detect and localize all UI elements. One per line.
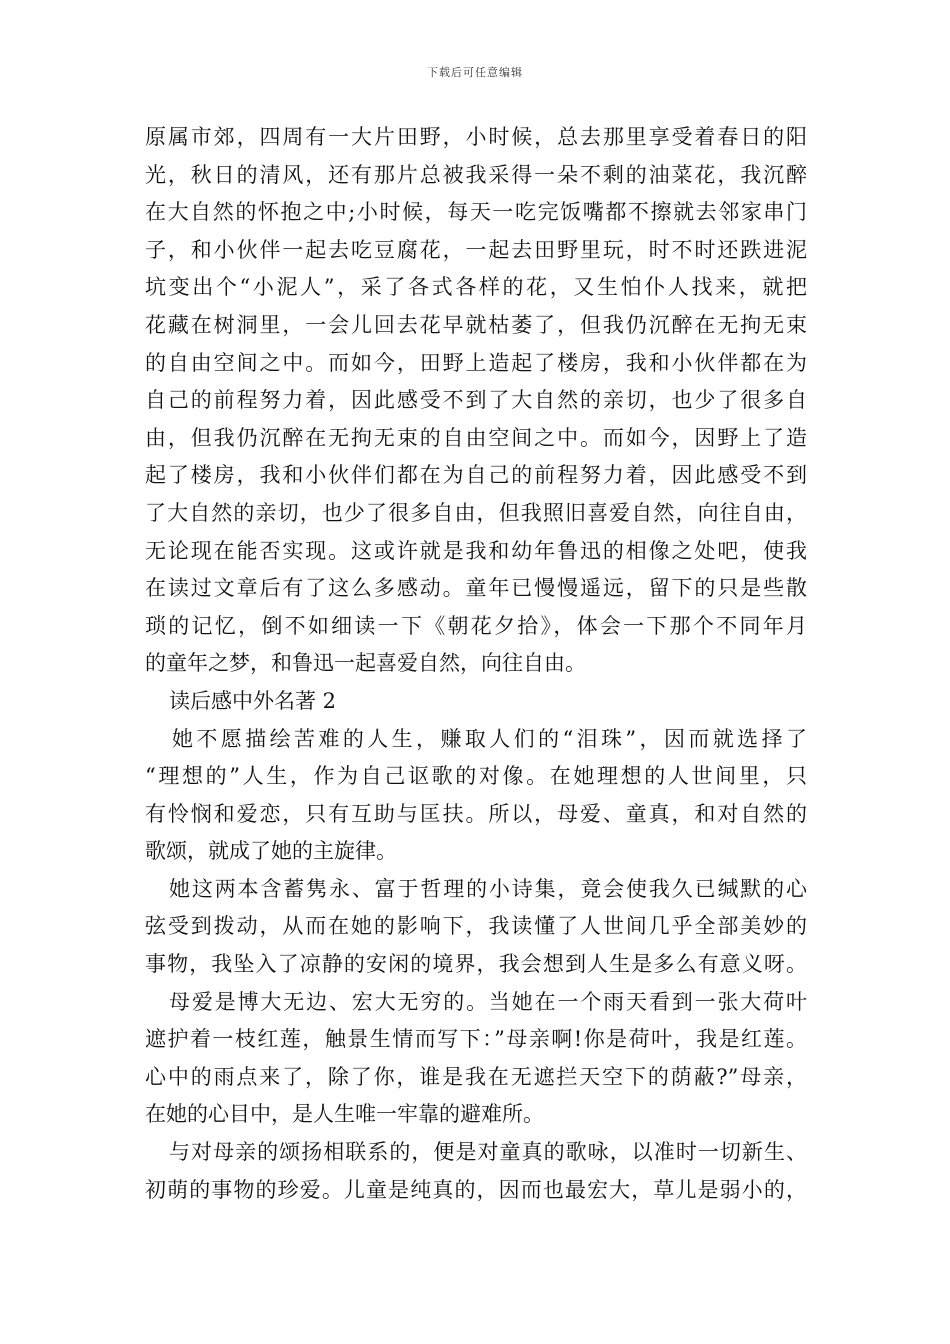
text-line: 了大自然的亲切，也少了很多自由，但我照旧喜爱自然，向往自由， — [145, 500, 807, 525]
text-line: 与对母亲的颂扬相联系的，便是对童真的歌咏，以准时一切新生、 — [169, 1140, 807, 1165]
text-line: 歌颂，就成了她的主旋律。 — [145, 839, 397, 864]
text-line: 在大自然的怀抱之中;小时候，每天一吃完饭嘴都不擦就去邻家串门 — [145, 200, 807, 225]
text-line: 由，但我仍沉醉在无拘无束的自由空间之中。而如今，因野上了造 — [145, 425, 807, 450]
text-line: 原属市郊，四周有一大片田野，小时候，总去那里享受着春日的阳 — [145, 125, 807, 149]
text-line: 心中的雨点来了，除了你，谁是我在无遮拦天空下的荫蔽?”母亲， — [145, 1064, 807, 1089]
text-line: 有怜悯和爱恋，只有互助与匡扶。所以，母爱、童真，和对自然的 — [145, 801, 807, 826]
text-line: 光，秋日的清风，还有那片总被我采得一朵不剩的油菜花，我沉醉 — [145, 162, 807, 187]
text-line: 她这两本含蓄隽永、富于哲理的小诗集，竟会使我久已缄默的心 — [169, 876, 807, 901]
text-line: 遮护着一枝红莲，触景生情而写下：”母亲啊!你是荷叶，我是红莲。 — [145, 1027, 807, 1052]
text-line: 琐的记忆，倒不如细读一下《朝花夕拾》，体会一下那个不同年月 — [145, 613, 807, 638]
page-header: 下载后可任意编辑 — [427, 66, 523, 79]
text-line: 自己的前程努力着，因此感受不到了大自然的亲切，也少了很多自 — [145, 388, 807, 413]
text-line: 花藏在树洞里，一会儿回去花早就枯萎了，但我仍沉醉在无拘无束 — [145, 312, 807, 337]
text-line: 的童年之梦，和鲁迅一起喜爱自然，向往自由。 — [145, 651, 586, 676]
text-line: 坑变出个“小泥人”，采了各式各样的花，又生怕仆人找来，就把 — [145, 275, 807, 300]
text-line: “理想的”人生，作为自己讴歌的对像。在她理想的人世间里，只 — [145, 764, 807, 789]
text-line: 弦受到拨动，从而在她的影响下，我读懂了人世间几乎全部美妙的 — [145, 914, 807, 939]
text-line: 事物，我坠入了凉静的安闲的境界，我会想到人生是多么有意义呀。 — [145, 952, 807, 977]
text-line: 无论现在能否实现。这或许就是我和幼年鲁迅的相像之处吧，使我 — [145, 538, 807, 563]
text-line: 子，和小伙伴一起去吃豆腐花，一起去田野里玩，时不时还跌进泥 — [145, 237, 807, 262]
text-line: 在她的心目中，是人生唯一牢靠的避难所。 — [145, 1102, 544, 1127]
text-line: 她不愿描绘苦难的人生，赚取人们的“泪珠”，因而就选择了 — [172, 726, 807, 751]
text-line: 的自由空间之中。而如今，田野上造起了楼房，我和小伙伴都在为 — [145, 350, 807, 375]
text-line: 母爱是博大无边、宏大无穷的。当她在一个雨天看到一张大荷叶 — [169, 989, 807, 1014]
text-line: 起了楼房，我和小伙伴们都在为自己的前程努力着，因此感受不到 — [145, 463, 807, 488]
text-line: 读后感中外名著 2 — [169, 688, 337, 713]
text-line: 在读过文章后有了这么多感动。童年已慢慢遥远，留下的只是些散 — [145, 576, 807, 601]
text-line: 初萌的事物的珍爱。儿童是纯真的，因而也最宏大，草儿是弱小的， — [145, 1177, 807, 1202]
document-body — [145, 119, 807, 1209]
